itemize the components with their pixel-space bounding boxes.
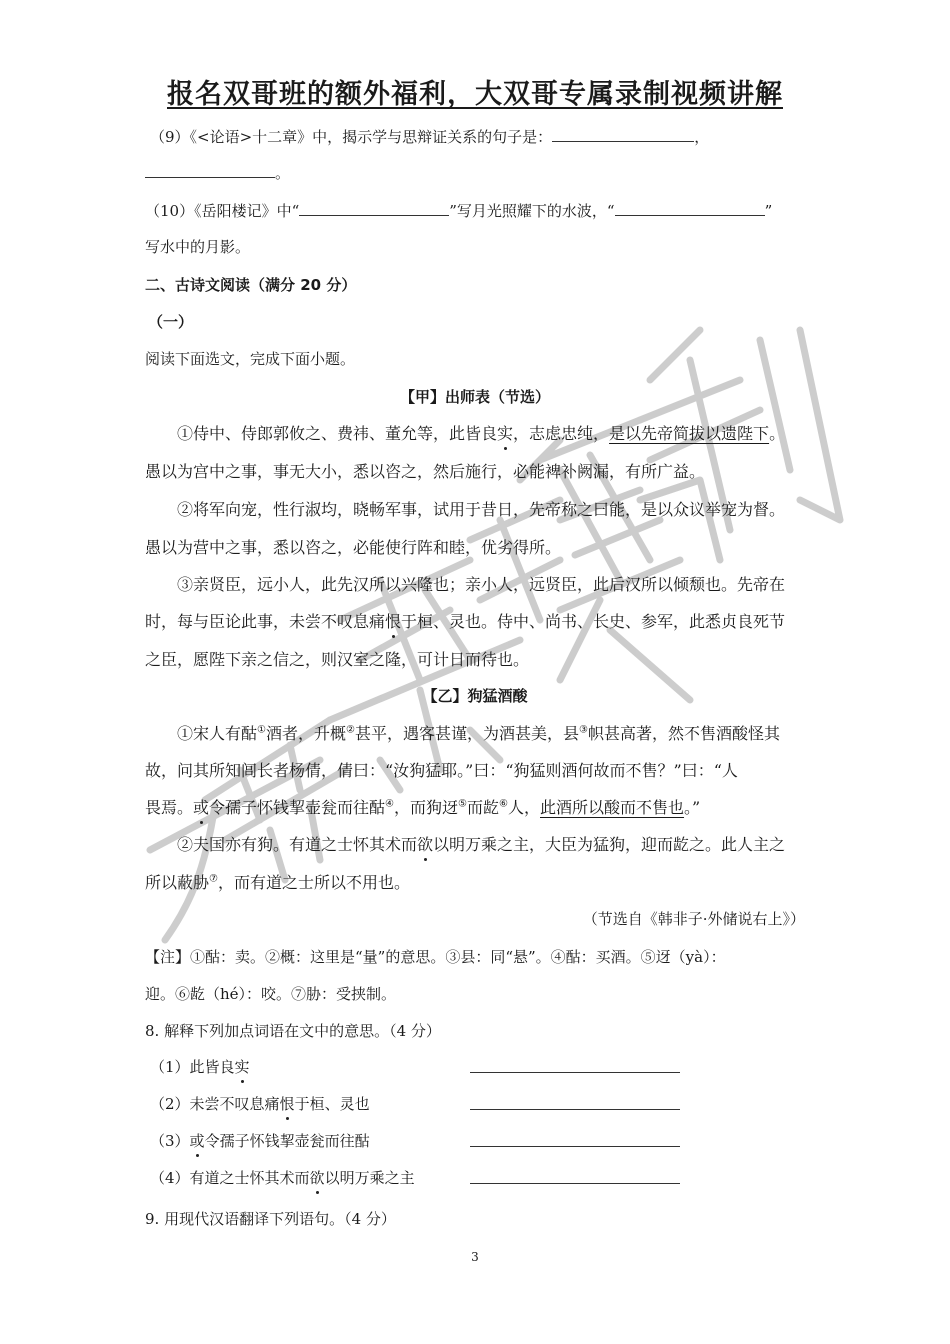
answer-line[interactable] [470, 1183, 680, 1184]
question-text: 《<论语>十二章》中，揭示学与思辩证关系的句子是： [189, 128, 553, 146]
question-10 [145, 200, 772, 221]
notes-line2: 迎。⑥龁（hé）：咬。⑦胁：受挟制。 [145, 985, 397, 1003]
footnote-mark: ④ [385, 798, 395, 810]
text: （1）此皆良 [150, 1058, 235, 1076]
punctuation: 。 [275, 164, 291, 182]
dotted-word: 实 [234, 1058, 250, 1076]
dotted-word: 恨 [279, 1095, 295, 1113]
passage-jia-p3-line3: 之臣，愿陛下亲之信之，则汉室之隆，可计日而待也。 [145, 650, 530, 669]
answer-blank[interactable] [145, 163, 275, 178]
passage-yi-title: 【乙】狗猛酒酸 [422, 687, 528, 705]
text: 人， [507, 798, 540, 817]
text: （2）未尝不叹息痛 [150, 1095, 280, 1113]
question-9b-title: 9. 用现代汉语翻译下列语句。（4 分） [145, 1210, 396, 1228]
passage-jia-p2-line2: 愚以为营中之事，悉以咨之，必能使行阵和睦，优劣得所。 [145, 538, 562, 557]
text: 而龁 [467, 798, 500, 817]
passage-yi-line2: 故，问其所知闾长者杨倩，倩曰：“汝狗猛耶。”曰：“狗猛则酒何故而不售？”曰：“人 [145, 761, 738, 780]
text: 畏焉。 [145, 798, 194, 817]
subsection-heading: （一） [148, 313, 194, 331]
answer-line[interactable] [470, 1146, 680, 1147]
question-10-line2: 写水中的月影。 [145, 238, 251, 256]
dotted-word: 实 [497, 421, 513, 444]
passage-jia-p2-line1: ②将军向宠，性行淑均，晓畅军事，试用于昔日，先帝称之曰能，是以众议举宠为督。 [177, 500, 786, 519]
q8-item [150, 1093, 370, 1114]
passage-jia-p3-line1: ③亲贤臣，远小人，此先汉所以兴隆也；亲小人，远贤臣，此后汉所以倾颓也。先帝在 [177, 575, 786, 594]
text: ，而狗迓 [394, 798, 459, 817]
underlined-sentence: 此酒所以酸而不售也 [540, 798, 685, 817]
footnote-mark: ② [346, 724, 355, 736]
text: 。” [684, 798, 701, 817]
passage-yi-line4 [177, 832, 785, 855]
passage-jia-p1-line2: 愚以为宫中之事，事无大小，悉以咨之，然后施行，必能裨补阙漏，有所广益。 [145, 462, 706, 481]
dotted-word: 欲 [309, 1169, 325, 1187]
question-number: （10） [145, 202, 195, 220]
underlined-sentence: 是以先帝简拔以遗陛下 [609, 424, 770, 443]
section-heading: 二、古诗文阅读（满分 20 分） [145, 276, 357, 294]
question-text: ”写月光照耀下的水波，“ [449, 202, 615, 220]
q8-item [150, 1056, 250, 1077]
dotted-word: 或 [189, 1132, 205, 1150]
dotted-word: 或 [193, 795, 209, 818]
instruction: 阅读下面选文，完成下面小题。 [145, 350, 356, 368]
answer-blank[interactable] [615, 201, 765, 216]
text: （4）有道之士怀其术而 [150, 1169, 310, 1187]
text: 以明万乘之主 [324, 1169, 415, 1187]
text: 帜甚高著，然不售酒酸怪其 [587, 724, 780, 743]
footnote-mark: ③ [578, 724, 588, 736]
footnote-mark: ① [257, 724, 266, 736]
passage-yi-line5 [145, 870, 410, 893]
dotted-word: 欲 [417, 832, 433, 855]
question-text: 《岳阳楼记》中“ [194, 202, 300, 220]
passage-jia-p1-line1 [177, 421, 785, 444]
text: 令孺子怀钱挈壶瓮而往酤 [204, 1132, 370, 1150]
answer-blank[interactable] [299, 201, 449, 216]
footnote-mark: ⑥ [499, 798, 508, 810]
punctuation: ， [694, 128, 710, 146]
text: （3） [150, 1132, 190, 1150]
text: 。 [769, 424, 786, 443]
passage-source: （节选自《韩非子·外储说右上》） [582, 910, 805, 928]
answer-blank[interactable] [552, 127, 694, 142]
answer-line[interactable] [470, 1072, 680, 1073]
text: 令孺子怀钱挈壶瓮而往酤 [209, 798, 386, 817]
text: 所以蔽胁 [145, 873, 210, 892]
text: ，而有道之士所以不用也。 [217, 873, 410, 892]
question-text: ” [764, 202, 773, 220]
passage-yi-line3 [145, 795, 700, 818]
text: ，志虑忠纯， [513, 424, 610, 443]
footnote-mark: ⑤ [458, 798, 467, 810]
q8-item [150, 1130, 370, 1151]
dotted-word: 恨 [385, 609, 401, 632]
notes-line1: 【注】①酤：卖。②概：这里是“量”的意思。③县：同“悬”。④酤：买酒。⑤迓（yà）： [145, 948, 726, 966]
text: ②夫国亦有狗。有道之士怀其术而 [177, 835, 418, 854]
passage-jia-p3-line2 [145, 609, 785, 632]
text: 以明万乘之主，大臣为猛狗，迎而龁之。此人主之 [433, 835, 786, 854]
text: 于桓、灵也 [294, 1095, 370, 1113]
passage-yi-line1 [177, 721, 780, 744]
text: 于桓、灵也。侍中、尚书、长史、参军，此悉贞良死节 [401, 612, 786, 631]
page-number: 3 [471, 1250, 479, 1264]
text: 时，每与臣论此事，未尝不叹息痛 [145, 612, 386, 631]
promo-banner: 报名双哥班的额外福利，大双哥专属录制视频讲解 [167, 79, 783, 110]
question-9-line2 [145, 162, 290, 183]
text: ①宋人有酤 [177, 724, 258, 743]
text: 甚平，遇客甚谨，为酒甚美，县 [354, 724, 579, 743]
q8-item [150, 1167, 415, 1188]
text: 酒者，升概 [265, 724, 346, 743]
text: ①侍中、侍郎郭攸之、费祎、董允等，此皆良 [177, 424, 498, 443]
footnote-mark: ⑦ [209, 873, 218, 885]
answer-line[interactable] [470, 1109, 680, 1110]
question-8-title: 8. 解释下列加点词语在文中的意思。（4 分） [145, 1022, 441, 1040]
passage-jia-title: 【甲】出师表（节选） [399, 388, 550, 406]
question-9 [150, 126, 709, 147]
question-number: （9） [150, 128, 190, 146]
